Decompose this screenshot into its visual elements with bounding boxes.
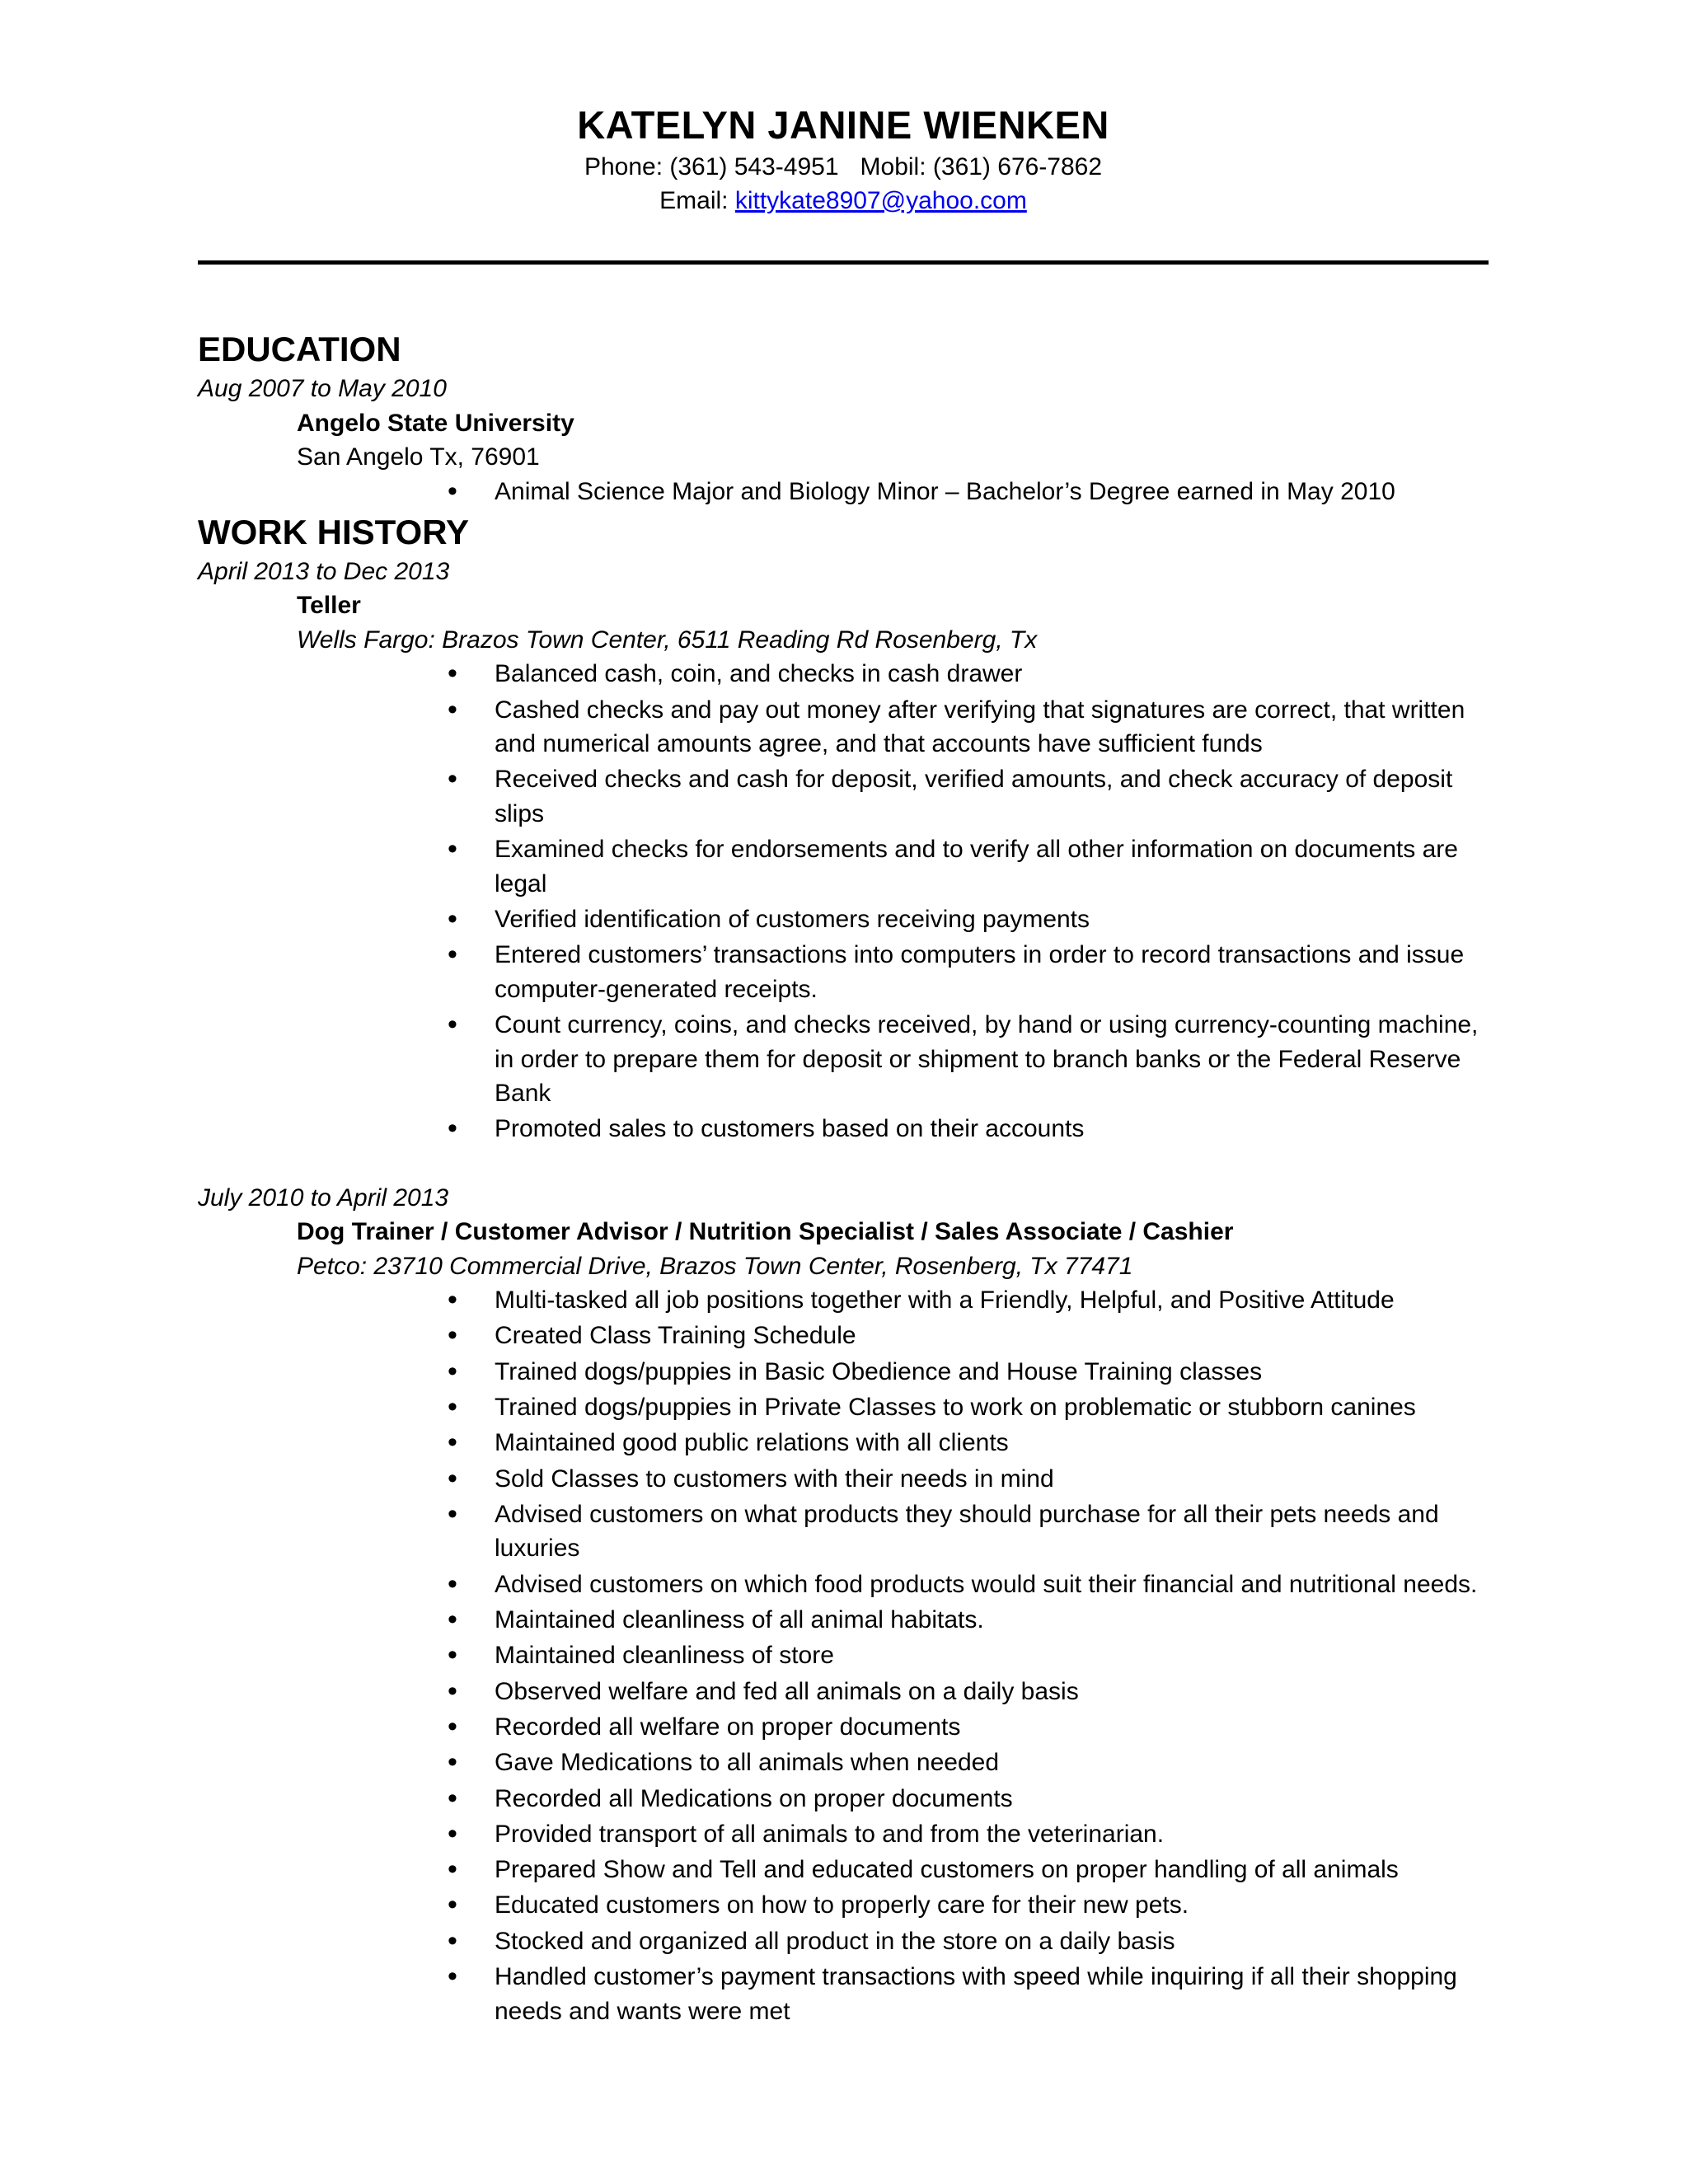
candidate-name: KATELYN JANINE WIENKEN	[577, 103, 1109, 147]
education-entry	[198, 372, 1489, 509]
list-item: • Prepared Show and Tell and educated customers on proper handling of all animals	[495, 1853, 1489, 1887]
education-heading: EDUCATION	[198, 330, 401, 368]
job-entry-petco	[198, 1181, 1489, 2028]
list-item: • Promoted sales to customers based on their accounts	[495, 1112, 1489, 1146]
email-line	[198, 184, 1489, 218]
list-item: • Sold Classes to customers with their needs in mind	[495, 1462, 1489, 1497]
list-item: • Gave Medications to all animals when needed	[495, 1746, 1489, 1780]
list-item: • Stocked and organized all product in the store on a daily basis	[495, 1924, 1489, 1959]
list-item: • Verified identification of customers receiving payments	[495, 902, 1489, 937]
school-location: San Angelo Tx, 76901	[297, 443, 540, 471]
education-dates: Aug 2007 to May 2010	[198, 375, 447, 402]
list-item: • Observed welfare and fed all animals on a daily basis	[495, 1675, 1489, 1709]
job-dates: July 2010 to April 2013	[198, 1183, 449, 1212]
list-item: • Recorded all welfare on proper documents	[495, 1710, 1489, 1745]
section-spacer	[198, 1148, 1489, 1181]
list-item: • Maintained cleanliness of all animal habitats.	[495, 1603, 1489, 1638]
list-item: • Trained dogs/puppies in Private Classes to work on problematic or stubborn canines	[495, 1390, 1489, 1425]
list-item: • Examined checks for endorsements and to verify all other information on documents are legal	[495, 832, 1489, 901]
list-item: • Created Class Training Schedule	[495, 1319, 1489, 1353]
list-item: • Maintained good public relations with all clients	[495, 1426, 1489, 1460]
school-name: Angelo State University	[297, 409, 574, 437]
list-item: • Balanced cash, coin, and checks in cash drawer	[495, 657, 1489, 691]
list-item: • Multi-tasked all job positions together with a Friendly, Helpful, and Positive Attitude	[495, 1283, 1489, 1318]
list-item: • Provided transport of all animals to and from the veterinarian.	[495, 1817, 1489, 1852]
mobile-number: Mobil: (361) 676-7862	[860, 153, 1103, 180]
job-duties-list	[198, 1283, 1489, 2028]
job-block	[198, 1215, 1489, 1283]
job-block	[198, 588, 1489, 657]
job-employer: Petco: 23710 Commercial Drive, Brazos Town Center, Rosenberg, Tx 77471	[297, 1252, 1133, 1280]
job-employer: Wells Fargo: Brazos Town Center, 6511 Reading Rd Rosenberg, Tx	[297, 626, 1038, 654]
list-item: • Cashed checks and pay out money after verifying that signatures are correct, that written and numerical amounts agree, and that accounts have sufficient funds	[495, 693, 1489, 762]
education-bullets	[198, 475, 1489, 509]
job-entry-wells-fargo	[198, 555, 1489, 1146]
list-item: • Count currency, coins, and checks received, by hand or using currency-counting machine, in order to prepare them for deposit or shipment to branch banks or the Federal Reserve Bank	[495, 1008, 1489, 1111]
work-history-heading: WORK HISTORY	[198, 512, 470, 551]
resume-body	[198, 327, 1489, 2030]
email-link[interactable]: kittykate8907@yahoo.com	[734, 187, 1027, 214]
job-position: Teller	[297, 592, 361, 620]
list-item: • Recorded all Medications on proper documents	[495, 1782, 1489, 1816]
job-position: Dog Trainer / Customer Advisor / Nutrition Specialist / Sales Associate / Cashier	[297, 1218, 1234, 1246]
list-item: • Maintained cleanliness of store	[495, 1638, 1489, 1673]
phone-line	[198, 150, 1489, 184]
list-item: • Advised customers on which food products would suit their financial and nutritional needs.	[495, 1568, 1489, 1602]
list-item: • Advised customers on what products they should purchase for all their pets needs and luxuries	[495, 1497, 1489, 1566]
email-prefix: Email:	[659, 187, 735, 214]
header-divider	[198, 260, 1489, 265]
phone-number: Phone: (361) 543-4951	[584, 153, 839, 180]
list-item: • Trained dogs/puppies in Basic Obedience and House Training classes	[495, 1355, 1489, 1390]
list-item: • Educated customers on how to properly care for their new pets.	[495, 1888, 1489, 1923]
job-duties-list	[198, 657, 1489, 1146]
list-item: • Entered customers’ transactions into computers in order to record transactions and issue computer-generated receipts.	[495, 938, 1489, 1006]
resume-header	[198, 101, 1489, 218]
school-block	[198, 406, 1489, 475]
list-item: • Animal Science Major and Biology Minor – Bachelor’s Degree earned in May 2010	[495, 475, 1489, 509]
job-dates: April 2013 to Dec 2013	[198, 557, 450, 585]
list-item: • Handled customer’s payment transactions with speed while inquiring if all their shopping needs and wants were met	[495, 1960, 1489, 2028]
list-item: • Received checks and cash for deposit, verified amounts, and check accuracy of deposit slips	[495, 762, 1489, 831]
